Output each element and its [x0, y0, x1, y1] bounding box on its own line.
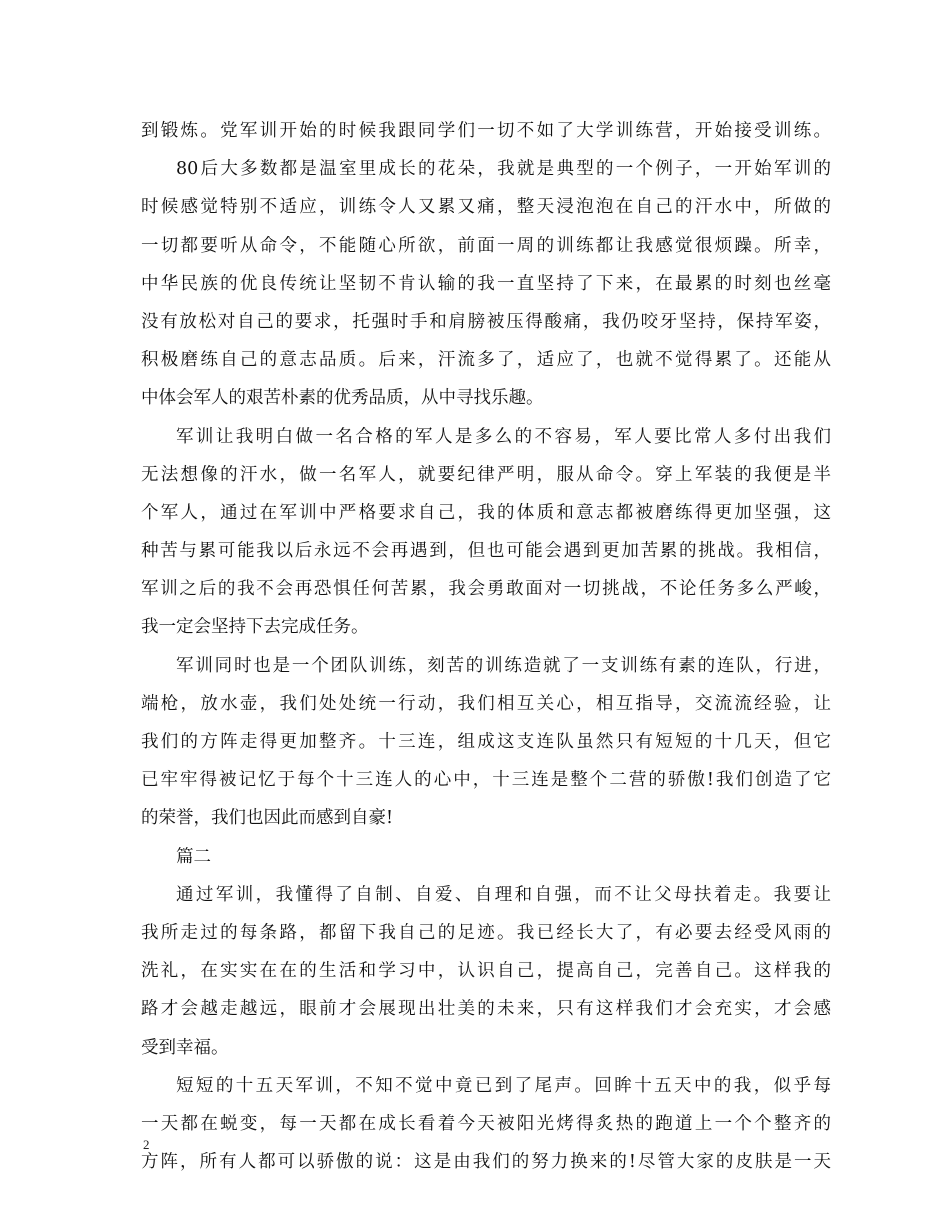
paragraph-end-line: 的荣誉，我们也因此而感到自豪!	[141, 808, 394, 829]
text-line: 方阵，所有人都可以骄傲的说：这是由我们的努力换来的!尽管大家的皮肤是一天	[141, 1152, 831, 1173]
text-line: 到锻炼。党军训开始的时候我跟同学们一切不如了大学训练营，开始接受训练。	[141, 121, 831, 141]
text-line: 洗礼，在实实在在的生活和学习中，认识自己，提高自己，完善自己。这样我的	[141, 961, 831, 982]
paragraph-start-line: 80后大多数都是温室里成长的花朵，我就是典型的一个例子，一开始军训的	[176, 159, 831, 180]
paragraph-end-line: 中体会军人的艰苦朴素的优秀品质，从中寻找乐趣。	[141, 388, 544, 409]
paragraph-start-line: 军训同时也是一个团队训练，刻苦的训练造就了一支训练有素的连队，行进，	[176, 655, 831, 676]
body-text	[141, 112, 831, 1181]
text-line: 个军人，通过在军训中严格要求自己，我的体质和意志都被磨练得更加坚强，这	[141, 502, 831, 523]
page-number: 2	[143, 1137, 150, 1152]
text-line: 没有放松对自己的要求，托强时手和肩膀被压得酸痛，我仍咬牙坚持，保持军姿，	[141, 311, 831, 332]
text-line: 时候感觉特别不适应，训练令人又累又痛，整天浸泡泡在自己的汗水中，所做的	[141, 197, 831, 218]
text-line: 我们的方阵走得更加整齐。十三连，组成这支连队虽然只有短短的十几天，但它	[141, 732, 831, 752]
paragraph-start-line: 短短的十五天军训，不知不觉中竟已到了尾声。回眸十五天中的我，似乎每	[176, 1075, 831, 1096]
section-heading: 篇二	[176, 846, 211, 867]
text-line: 无法想像的汗水，做一名军人，就要纪律严明，服从命令。穿上军装的我便是半	[141, 464, 831, 485]
text-line: 一天都在蜕变，每一天都在成长看着今天被阳光烤得炙热的跑道上一个个整齐的	[141, 1113, 831, 1134]
text-line: 积极磨练自己的意志品质。后来，汗流多了，适应了，也就不觉得累了。还能从	[141, 350, 831, 371]
paragraph-end-line: 受到幸福。	[141, 1037, 229, 1058]
text-line: 种苦与累可能我以后永远不会再遇到，但也可能会遇到更加苦累的挑战。我相信，	[141, 541, 831, 562]
text-line: 我所走过的每条路，都留下我自己的足迹。我已经长大了，有必要去经受风雨的	[141, 922, 831, 943]
text-line: 军训之后的我不会再恐惧任何苦累，我会勇敢面对一切挑战，不论任务多么严峻，	[141, 579, 831, 600]
paragraph-start-line: 通过军训，我懂得了自制、自爱、自理和自强，而不让父母扶着走。我要让	[176, 884, 831, 905]
paragraph-start-line: 军训让我明白做一名合格的军人是多么的不容易，军人要比常人多付出我们	[176, 426, 831, 447]
text-line: 路才会越走越远，眼前才会展现出壮美的未来，只有这样我们才会充实，才会感	[141, 999, 831, 1020]
text-line: 已牢牢得被记忆于每个十三连人的心中，十三连是整个二营的骄傲!我们创造了它	[141, 770, 831, 791]
paragraph-end-line: 我一定会坚持下去完成任务。	[141, 617, 369, 638]
text-line: 端枪，放水壶，我们处处统一行动，我们相互关心，相互指导，交流流经验，让	[141, 693, 831, 714]
text-line: 一切都要听从命令，不能随心所欲，前面一周的训练都让我感觉很烦躁。所幸，	[141, 235, 831, 256]
text-line: 中华民族的优良传统让坚韧不肯认输的我一直坚持了下来，在最累的时刻也丝毫	[141, 273, 831, 294]
